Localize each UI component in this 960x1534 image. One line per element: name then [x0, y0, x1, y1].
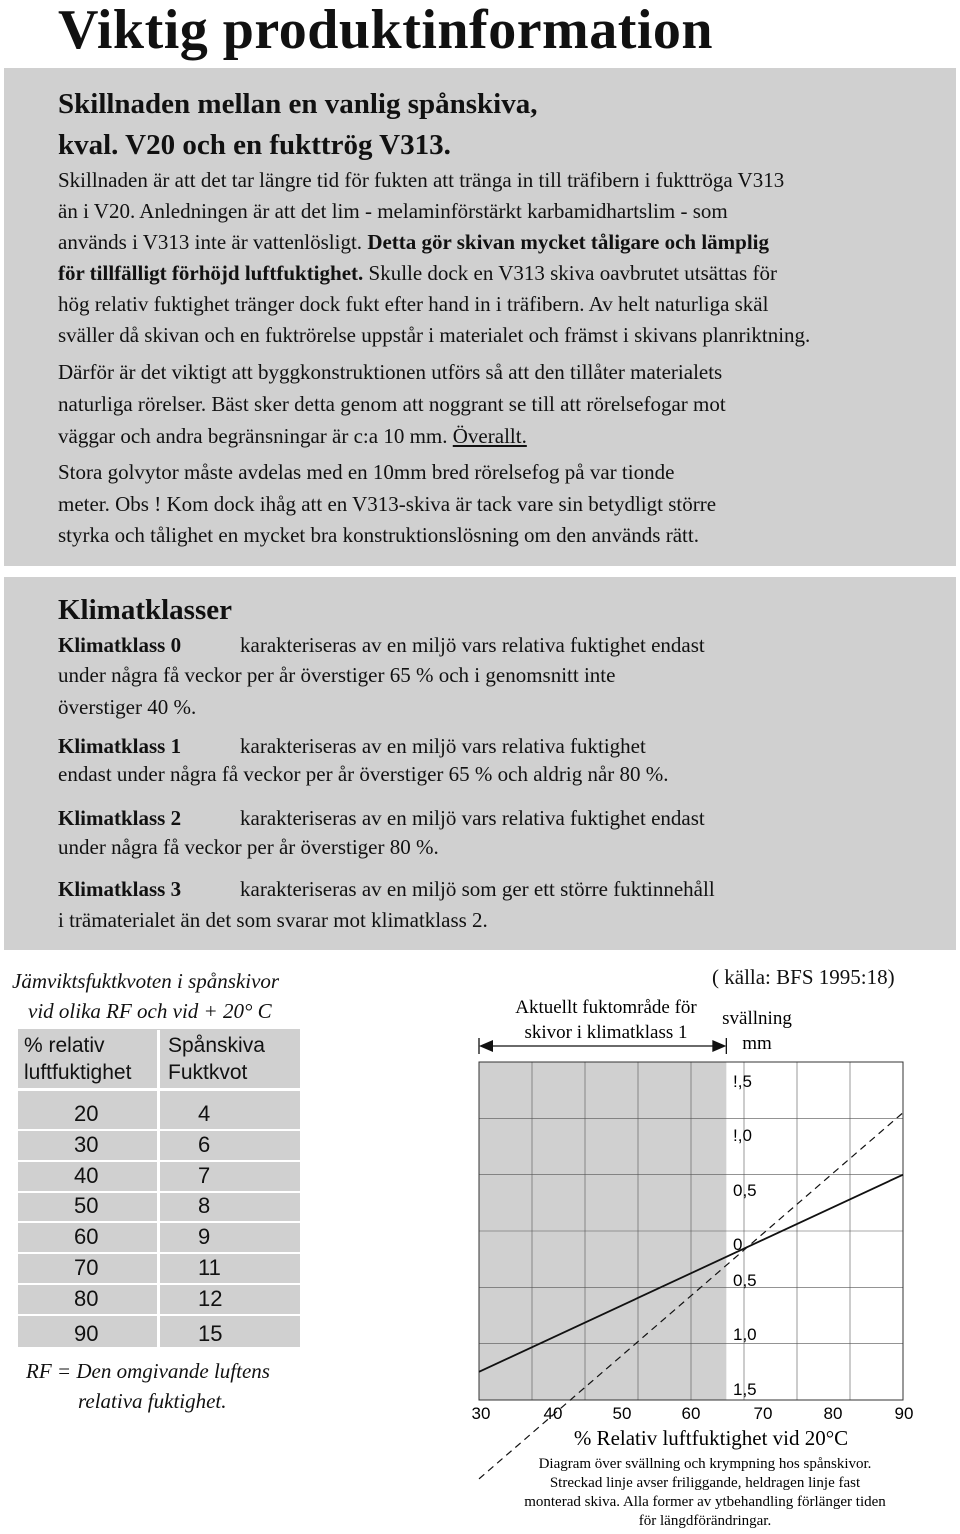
x-tick-label: 40: [543, 1404, 563, 1423]
chart-caption: monterad skiva. Alla former av ytbehandling förlänger tiden: [524, 1494, 886, 1510]
table-cell-rh: 70: [74, 1255, 99, 1280]
table-cell-moisture: 11: [198, 1255, 221, 1280]
y-axis-label: svällning: [722, 1008, 792, 1029]
table-cell-rh: 20: [74, 1101, 99, 1126]
page-title: Viktig produktinformation: [58, 0, 714, 61]
section-heading: Skillnaden mellan en vanlig spånskiva,: [58, 88, 538, 120]
table-cell-rh: 90: [74, 1321, 99, 1346]
climate-class-label: Klimatklass 0: [58, 633, 182, 657]
text-span: används i V313 inte är vattenlösligt.: [58, 230, 368, 254]
climate-class-text: karakteriseras av en miljö vars relativa fuktighet: [240, 734, 646, 758]
chart-caption: Streckad linje avser friliggande, heldragen linje fast: [549, 1475, 861, 1491]
text-span: Skulle dock en V313 skiva oavbrutet utsättas för: [363, 261, 777, 285]
y-tick-label: 1,5: [733, 1380, 757, 1399]
text-span: hög relativ fuktighet tränger dock fukt efter hand in i träfibern. Av helt naturliga skäl: [58, 292, 769, 316]
climate-class-text: överstiger 40 %.: [58, 695, 197, 719]
climate-class-text: i trämaterialet än det som svarar mot klimatklass 2.: [58, 908, 488, 932]
bold-phrase: Detta gör skivan mycket tåligare och lämplig: [367, 230, 769, 254]
climate-class-label: Klimatklass 3: [58, 877, 182, 901]
table-cell-rh: 50: [74, 1193, 99, 1218]
y-tick-label: !,5: [733, 1072, 752, 1091]
range-arrow-right: [712, 1040, 726, 1052]
bold-phrase: för tillfälligt förhöjd luftfuktighet.: [58, 261, 364, 285]
column-header-moisture: Fuktkvot: [168, 1061, 248, 1084]
table-cell-rh: 80: [74, 1286, 99, 1311]
table-cell-rh: 30: [74, 1132, 99, 1157]
climate-heading: Klimatklasser: [58, 594, 232, 626]
climate-class-text: under några få veckor per år överstiger 80 %.: [58, 835, 439, 859]
climate-class-label: Klimatklass 1: [58, 734, 182, 758]
table-cell-moisture: 12: [198, 1286, 223, 1311]
chart-caption: för längdförändringar.: [638, 1513, 772, 1529]
table-cell-moisture: 7: [198, 1163, 211, 1188]
range-arrow-left: [479, 1040, 493, 1052]
section-heading-2: kval. V20 och en fukttrög V313.: [58, 129, 451, 161]
text-span: styrka och tålighet en mycket bra konstruktionslösning om den används rätt.: [58, 523, 699, 547]
text-span: Därför är det viktigt att byggkonstruktionen utförs så att den tillåter materialets: [58, 360, 723, 384]
climate-class-text: under några få veckor per år överstiger 65 % och i genomsnitt inte: [58, 663, 616, 687]
text-span: naturliga rörelser. Bäst sker detta genom att noggrant se till att rörelsefogar mot: [58, 392, 726, 416]
climate-class-text: endast under några få veckor per år överstiger 65 % och aldrig når 80 %.: [58, 762, 669, 786]
table-cell-rh: 60: [74, 1224, 99, 1249]
text-span: sväller då skivan och en fuktrörelse uppstår i materialet och främst i skivans planriktning.: [58, 323, 811, 347]
x-tick-label: 70: [753, 1404, 773, 1423]
climate-class-text: karakteriseras av en miljö vars relativa fuktighet endast: [240, 633, 705, 657]
text-span: Stora golvytor måste avdelas med en 10mm bred rörelsefog på var tionde: [58, 460, 675, 484]
table-cell-moisture: 9: [198, 1224, 211, 1249]
x-tick-label: 90: [894, 1404, 914, 1423]
climate-class-label: Klimatklass 2: [58, 806, 182, 830]
range-label: Aktuellt fuktområde för: [515, 997, 697, 1018]
table-cell-moisture: 6: [198, 1132, 211, 1157]
underlined-word: Överallt.: [452, 424, 527, 448]
x-tick-label: 80: [823, 1404, 843, 1423]
y-tick-label: 0: [733, 1235, 743, 1254]
text-span: än i V20. Anledningen är att det lim - melaminförstärkt karbamidhartslim - som: [58, 199, 728, 223]
table-cell-moisture: 4: [198, 1101, 211, 1126]
table-cell-rh: 40: [74, 1163, 99, 1188]
climate-class-text: karakteriseras av en miljö vars relativa fuktighet endast: [240, 806, 705, 830]
y-tick-label: !,0: [733, 1126, 752, 1145]
x-tick-label: 50: [612, 1404, 632, 1423]
x-tick-label: 60: [681, 1404, 701, 1423]
x-axis-label: % Relativ luftfuktighet vid 20°C: [573, 1426, 849, 1450]
table-footnote-2: relativa fuktighet.: [78, 1389, 227, 1413]
table-title: Jämviktsfuktkvoten i spånskivor: [12, 969, 280, 993]
y-tick-label: 1,0: [733, 1325, 757, 1344]
table-footnote: RF = Den omgivande luftens: [26, 1359, 270, 1383]
table-cell-moisture: 15: [198, 1321, 223, 1346]
column-header-humidity: luftfuktighet: [24, 1061, 132, 1084]
text-span: Skillnaden är att det tar längre tid för fukten att tränga in till träfibern i fukttröga V313: [58, 168, 785, 192]
table-cell-moisture: 8: [198, 1193, 211, 1218]
y-axis-label: mm: [742, 1033, 772, 1054]
chart-source: ( källa: BFS 1995:18): [712, 965, 895, 989]
text-span: meter. Obs ! Kom dock ihåg att en V313-skiva är tack vare sin betydligt större: [58, 492, 717, 516]
column-header-moisture: Spånskiva: [168, 1034, 265, 1057]
text-span: väggar och andra begränsningar är c:a 10 mm.: [58, 424, 453, 448]
table-title-2: vid olika RF och vid + 20° C: [28, 999, 272, 1023]
range-label: skivor i klimatklass 1: [524, 1022, 688, 1043]
chart-caption: Diagram över svällning och krympning hos spånskivor.: [538, 1456, 872, 1472]
column-header-humidity: % relativ: [24, 1034, 105, 1057]
y-tick-label: 0,5: [733, 1181, 757, 1200]
climate-class-text: karakteriseras av en miljö som ger ett större fuktinnehåll: [240, 877, 715, 901]
y-tick-label: 0,5: [733, 1271, 757, 1290]
x-tick-label: 30: [471, 1404, 491, 1423]
